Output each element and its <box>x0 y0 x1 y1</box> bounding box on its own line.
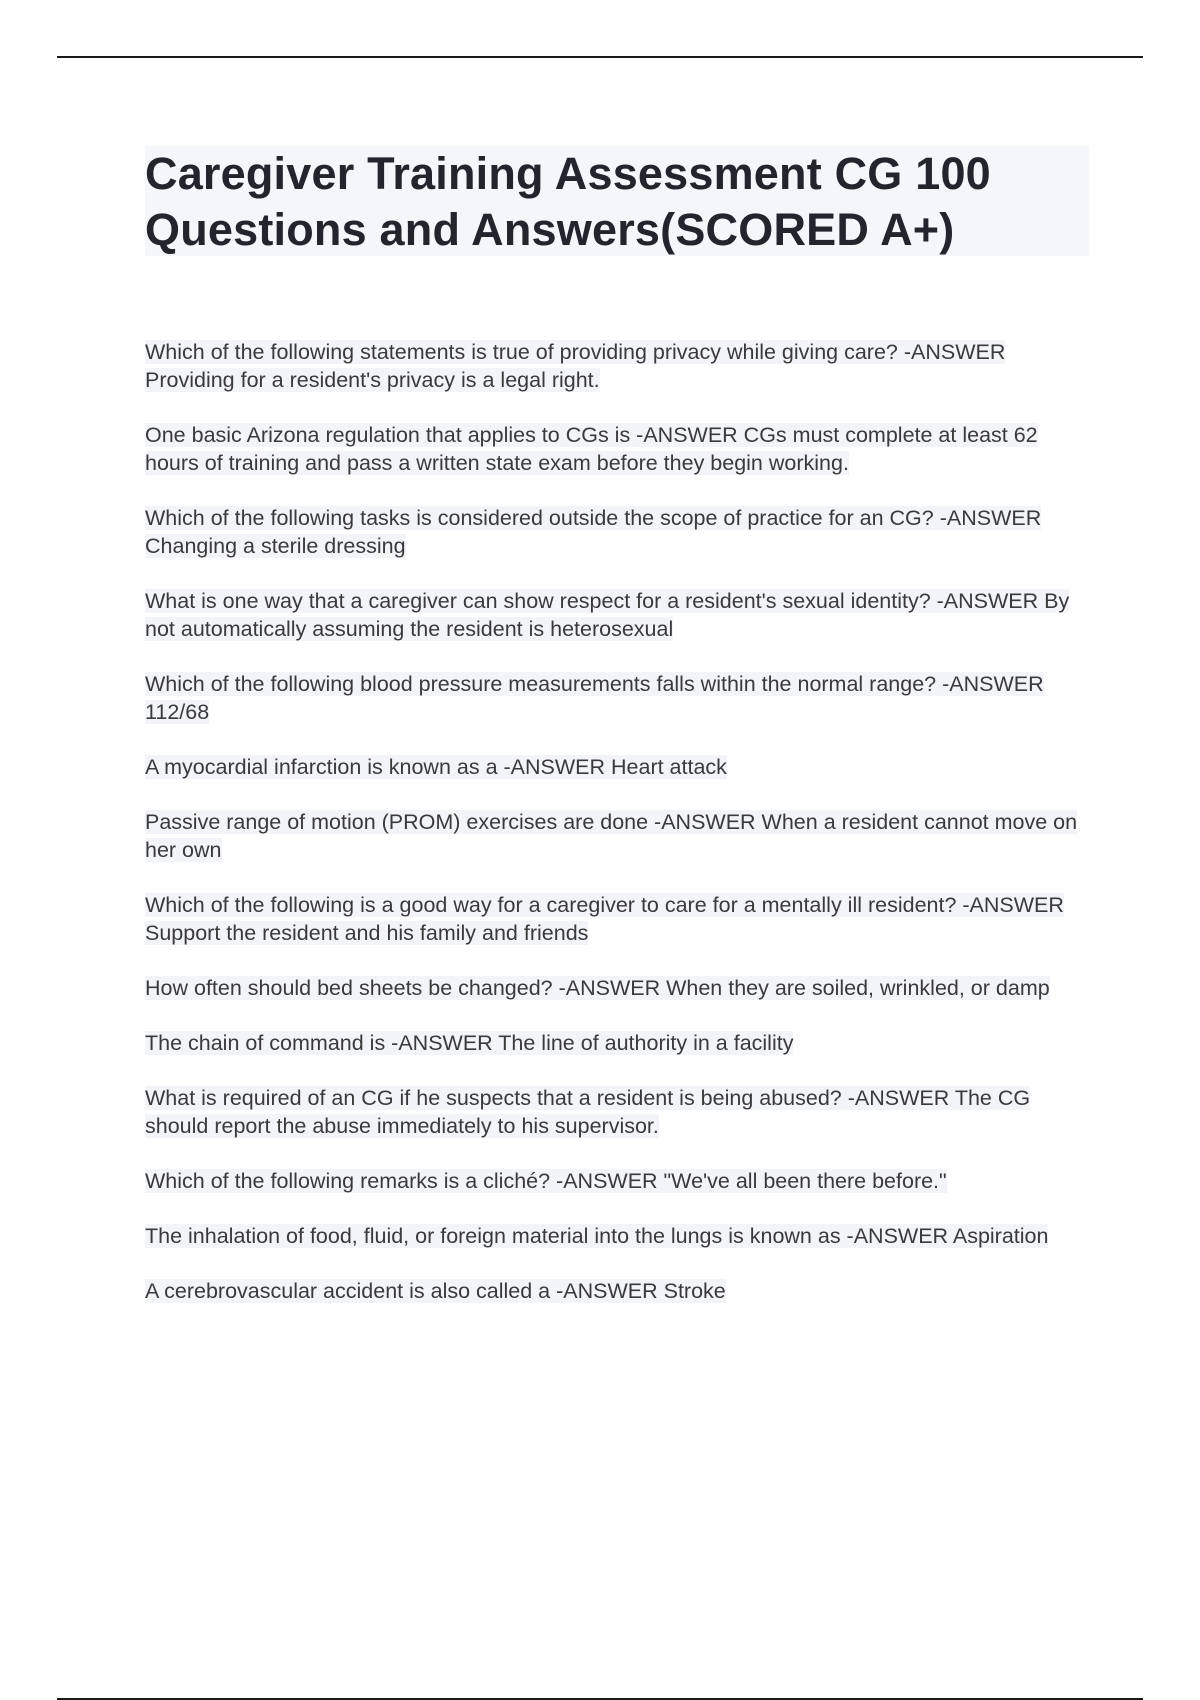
qa-item <box>145 974 1085 1002</box>
document-title: Caregiver Training Assessment CG 100 Questions and Answers(SCORED A+) <box>145 148 991 255</box>
qa-item <box>145 891 1085 947</box>
qa-text: A myocardial infarction is known as a -ANSWER Heart attack <box>145 755 727 779</box>
qa-item <box>145 504 1085 560</box>
qa-item <box>145 808 1085 864</box>
qa-text: How often should bed sheets be changed? -ANSWER When they are soiled, wrinkled, or damp <box>145 976 1050 1000</box>
qa-text: Which of the following is a good way for a caregiver to care for a mentally ill resident? -ANSWER Support the resident and his family and friends <box>145 893 1064 945</box>
title-block <box>145 146 1089 256</box>
qa-text: One basic Arizona regulation that applies to CGs is -ANSWER CGs must complete at least 62 hours of training and pass a written state exam before they begin working. <box>145 423 1038 475</box>
qa-item <box>145 1029 1085 1057</box>
qa-text: The inhalation of food, fluid, or foreign material into the lungs is known as -ANSWER Aspiration <box>145 1224 1049 1248</box>
qa-text: What is one way that a caregiver can show respect for a resident's sexual identity? -ANSWER By not automatically assuming the resident is heterosexual <box>145 589 1070 641</box>
qa-text: A cerebrovascular accident is also called a -ANSWER Stroke <box>145 1279 726 1303</box>
qa-text: Which of the following blood pressure measurements falls within the normal range? -ANSWER 112/68 <box>145 672 1044 724</box>
qa-item <box>145 338 1085 394</box>
qa-text: What is required of an CG if he suspects that a resident is being abused? -ANSWER The CG should report the abuse immediately to his supervisor. <box>145 1086 1031 1138</box>
qa-item <box>145 753 1085 781</box>
qa-item <box>145 587 1085 643</box>
qa-item <box>145 1277 1085 1305</box>
qa-text: Which of the following tasks is considered outside the scope of practice for an CG? -ANSWER Changing a sterile dressing <box>145 506 1042 558</box>
qa-text: Passive range of motion (PROM) exercises are done -ANSWER When a resident cannot move on her own <box>145 810 1078 862</box>
qa-item <box>145 670 1085 726</box>
qa-text: The chain of command is -ANSWER The line of authority in a facility <box>145 1031 794 1055</box>
qa-item <box>145 1084 1085 1140</box>
qa-item <box>145 1222 1085 1250</box>
qa-item <box>145 1167 1085 1195</box>
qa-text: Which of the following statements is true of providing privacy while giving care? -ANSWER Providing for a resident's privacy is a legal right. <box>145 340 1006 392</box>
header-rule <box>57 56 1143 58</box>
qa-list <box>145 338 1085 1332</box>
qa-text: Which of the following remarks is a cliché? -ANSWER "We've all been there before." <box>145 1169 947 1193</box>
qa-item <box>145 421 1085 477</box>
